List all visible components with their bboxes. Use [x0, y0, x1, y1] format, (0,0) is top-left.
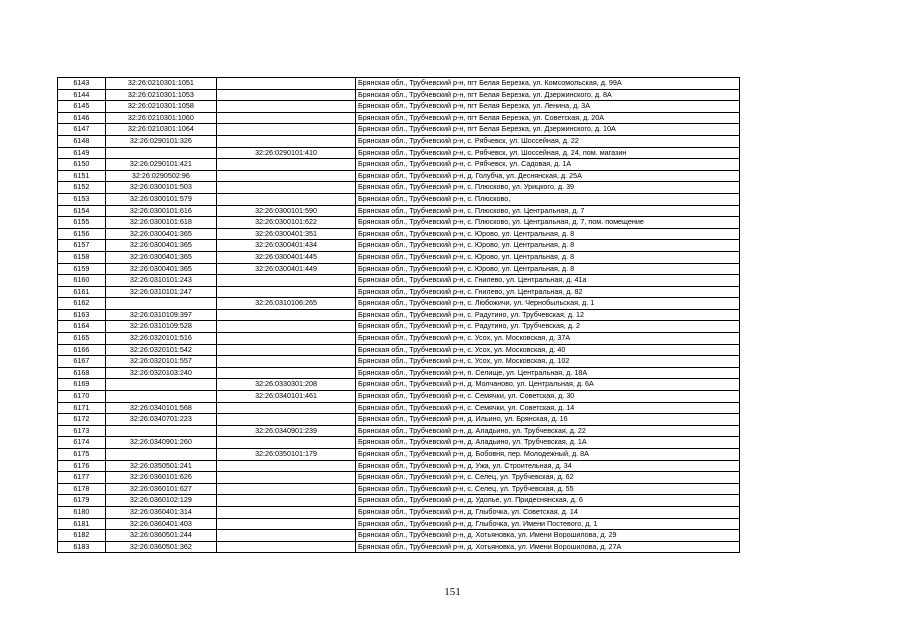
table-row: [58, 124, 740, 136]
cadastral-number-cell: 32:26:0360102:129: [105, 495, 216, 507]
row-number-cell: 6161: [58, 286, 106, 298]
address-cell: Брянская обл., Трубчевский р-н, д. Глыбочка, ул. Имени Постевого, д. 1: [356, 518, 740, 530]
table-row: [58, 483, 740, 495]
row-number-cell: 6177: [58, 472, 106, 484]
row-number-cell: 6166: [58, 344, 106, 356]
address-cell: Брянская обл., Трубчевский р-н, д. Аладьино, ул. Трубчевская, д. 1А: [356, 437, 740, 449]
table-row: [58, 402, 740, 414]
table-row: [58, 449, 740, 461]
address-cell: Брянская обл., Трубчевский р-н, с. Усох, ул. Московская, д. 40: [356, 344, 740, 356]
row-number-cell: 6172: [58, 414, 106, 426]
building-cadastral-number-cell: [217, 495, 356, 507]
building-cadastral-number-cell: [217, 437, 356, 449]
table-row: [58, 506, 740, 518]
cadastral-number-cell: 32:26:0360501:362: [105, 541, 216, 553]
cadastral-number-cell: 32:26:0300101:579: [105, 193, 216, 205]
table-row: [58, 356, 740, 368]
cadastral-number-cell: [105, 391, 216, 403]
address-cell: Брянская обл., Трубчевский р-н, п. Селище, ул. Центральная, д. 18А: [356, 367, 740, 379]
building-cadastral-number-cell: [217, 518, 356, 530]
table-row: [58, 495, 740, 507]
address-cell: Брянская обл., Трубчевский р-н, с. Любожичи, ул. Чернобыльская, д. 1: [356, 298, 740, 310]
building-cadastral-number-cell: [217, 472, 356, 484]
table-row: [58, 263, 740, 275]
building-cadastral-number-cell: [217, 321, 356, 333]
address-cell: Брянская обл., Трубчевский р-н, с. Юрово, ул. Центральная, д. 8: [356, 228, 740, 240]
building-cadastral-number-cell: 32:26:0300101:590: [217, 205, 356, 217]
cadastral-number-cell: [105, 449, 216, 461]
cadastral-number-cell: 32:26:0290502:96: [105, 170, 216, 182]
row-number-cell: 6168: [58, 367, 106, 379]
row-number-cell: 6167: [58, 356, 106, 368]
row-number-cell: 6176: [58, 460, 106, 472]
row-number-cell: 6169: [58, 379, 106, 391]
cadastral-number-cell: 32:26:0310109:528: [105, 321, 216, 333]
building-cadastral-number-cell: 32:26:0290101:410: [217, 147, 356, 159]
building-cadastral-number-cell: [217, 182, 356, 194]
building-cadastral-number-cell: 32:26:0300401:445: [217, 251, 356, 263]
address-cell: Брянская обл., Трубчевский р-н, с. Рябчевск, ул. Шоссейная, д. 22: [356, 135, 740, 147]
building-cadastral-number-cell: [217, 101, 356, 113]
table-row: [58, 240, 740, 252]
table-row: [58, 425, 740, 437]
row-number-cell: 6156: [58, 228, 106, 240]
row-number-cell: 6152: [58, 182, 106, 194]
row-number-cell: 6147: [58, 124, 106, 136]
cadastral-number-cell: 32:26:0360101:626: [105, 472, 216, 484]
building-cadastral-number-cell: [217, 78, 356, 90]
cadastral-number-cell: 32:26:0300401:365: [105, 228, 216, 240]
building-cadastral-number-cell: 32:26:0330301:208: [217, 379, 356, 391]
cadastral-number-cell: 32:26:0300401:365: [105, 251, 216, 263]
table-row: [58, 193, 740, 205]
address-cell: Брянская обл., Трубчевский р-н, с. Рябчевск, ул. Садовая, д. 1А: [356, 159, 740, 171]
cadastral-number-cell: 32:26:0320103:240: [105, 367, 216, 379]
building-cadastral-number-cell: [217, 124, 356, 136]
building-cadastral-number-cell: [217, 112, 356, 124]
table-row: [58, 321, 740, 333]
table-row: [58, 460, 740, 472]
row-number-cell: 6154: [58, 205, 106, 217]
row-number-cell: 6160: [58, 275, 106, 287]
row-number-cell: 6174: [58, 437, 106, 449]
table-row: [58, 89, 740, 101]
row-number-cell: 6157: [58, 240, 106, 252]
building-cadastral-number-cell: [217, 193, 356, 205]
address-cell: Брянская обл., Трубчевский р-н, пгт Белая Березка, ул. Комсомольская, д. 99А: [356, 78, 740, 90]
cadastral-number-cell: 32:26:0320101:516: [105, 333, 216, 345]
cadastral-number-cell: 32:26:0310101:247: [105, 286, 216, 298]
cadastral-number-cell: 32:26:0210301:1053: [105, 89, 216, 101]
table-row: [58, 518, 740, 530]
cadastral-number-cell: 32:26:0210301:1051: [105, 78, 216, 90]
building-cadastral-number-cell: 32:26:0300101:622: [217, 217, 356, 229]
cadastral-number-cell: 32:26:0210301:1058: [105, 101, 216, 113]
cadastral-number-cell: 32:26:0360501:244: [105, 530, 216, 542]
table-row: [58, 205, 740, 217]
cadastral-number-cell: 32:26:0300401:365: [105, 240, 216, 252]
address-cell: Брянская обл., Трубчевский р-н, с. Плюсково, ул. Центральная, д. 7: [356, 205, 740, 217]
cadastral-number-cell: 32:26:0360101:627: [105, 483, 216, 495]
address-cell: Брянская обл., Трубчевский р-н, с. Юрово, ул. Центральная, д. 8: [356, 263, 740, 275]
row-number-cell: 6145: [58, 101, 106, 113]
address-cell: Брянская обл., Трубчевский р-н, д. Бобовня, пер. Молодежный, д. 8А: [356, 449, 740, 461]
row-number-cell: 6162: [58, 298, 106, 310]
address-cell: Брянская обл., Трубчевский р-н, с. Селец, ул. Трубчевская, д. 62: [356, 472, 740, 484]
address-cell: Брянская обл., Трубчевский р-н, д. Аладьино, ул. Трубчевская, д. 22: [356, 425, 740, 437]
address-cell: Брянская обл., Трубчевский р-н, с. Рябчевск, ул. Шоссейная, д. 24, пом. магазин: [356, 147, 740, 159]
building-cadastral-number-cell: [217, 309, 356, 321]
table-row: [58, 228, 740, 240]
row-number-cell: 6170: [58, 391, 106, 403]
building-cadastral-number-cell: 32:26:0300401:434: [217, 240, 356, 252]
table-row: [58, 530, 740, 542]
address-cell: Брянская обл., Трубчевский р-н, д. Молчаново, ул. Центральная, д. 6А: [356, 379, 740, 391]
building-cadastral-number-cell: [217, 414, 356, 426]
address-cell: Брянская обл., Трубчевский р-н, с. Плюсково, ул. Центральная, д. 7, пом. помещение: [356, 217, 740, 229]
row-number-cell: 6149: [58, 147, 106, 159]
address-cell: Брянская обл., Трубчевский р-н, пгт Белая Березка, ул. Дзержинского, д. 8А: [356, 89, 740, 101]
row-number-cell: 6165: [58, 333, 106, 345]
address-cell: Брянская обл., Трубчевский р-н, с. Селец, ул. Трубчевская, д. 55: [356, 483, 740, 495]
address-cell: Брянская обл., Трубчевский р-н, д. Ильино, ул. Брянская, д. 16: [356, 414, 740, 426]
cadastral-number-cell: 32:26:0290101:421: [105, 159, 216, 171]
table-row: [58, 472, 740, 484]
building-cadastral-number-cell: [217, 170, 356, 182]
row-number-cell: 6181: [58, 518, 106, 530]
cadastral-number-cell: [105, 147, 216, 159]
row-number-cell: 6155: [58, 217, 106, 229]
row-number-cell: 6175: [58, 449, 106, 461]
address-cell: Брянская обл., Трубчевский р-н, с. Гнилево, ул. Центральная, д. 41а: [356, 275, 740, 287]
table-row: [58, 333, 740, 345]
cadastral-number-cell: 32:26:0340101:568: [105, 402, 216, 414]
address-cell: Брянская обл., Трубчевский р-н, д. Голубча, ул. Деснянская, д. 25А: [356, 170, 740, 182]
building-cadastral-number-cell: [217, 460, 356, 472]
cadastral-number-cell: 32:26:0360401:403: [105, 518, 216, 530]
row-number-cell: 6179: [58, 495, 106, 507]
cadastral-number-cell: 32:26:0300101:618: [105, 217, 216, 229]
row-number-cell: 6182: [58, 530, 106, 542]
row-number-cell: 6150: [58, 159, 106, 171]
address-cell: Брянская обл., Трубчевский р-н, с. Радутино, ул. Трубчевская, д. 2: [356, 321, 740, 333]
table-row: [58, 437, 740, 449]
address-cell: Брянская обл., Трубчевский р-н, пгт Белая Березка, ул. Советская, д. 20А: [356, 112, 740, 124]
row-number-cell: 6158: [58, 251, 106, 263]
building-cadastral-number-cell: [217, 159, 356, 171]
address-cell: Брянская обл., Трубчевский р-н, с. Семячки, ул. Советская, д. 14: [356, 402, 740, 414]
address-cell: Брянская обл., Трубчевский р-н, д. Хотьяновка, ул. Имени Ворошилова, д. 29: [356, 530, 740, 542]
row-number-cell: 6180: [58, 506, 106, 518]
table-row: [58, 298, 740, 310]
address-cell: Брянская обл., Трубчевский р-н, с. Радутино, ул. Трубчевская, д. 12: [356, 309, 740, 321]
table-row: [58, 344, 740, 356]
cadastral-number-cell: 32:26:0340701:223: [105, 414, 216, 426]
register-table-body: [58, 78, 740, 553]
building-cadastral-number-cell: 32:26:0350101:179: [217, 449, 356, 461]
address-cell: Брянская обл., Трубчевский р-н, пгт Белая Березка, ул. Дзержинского, д. 10А: [356, 124, 740, 136]
address-cell: Брянская обл., Трубчевский р-н, с. Гнилево, ул. Центральная, д. 82: [356, 286, 740, 298]
building-cadastral-number-cell: [217, 333, 356, 345]
register-table: [57, 77, 740, 553]
cadastral-number-cell: 32:26:0300401:365: [105, 263, 216, 275]
row-number-cell: 6144: [58, 89, 106, 101]
table-row: [58, 391, 740, 403]
table-row: [58, 170, 740, 182]
address-cell: Брянская обл., Трубчевский р-н, д. Хотьяновка, ул. Имени Ворошилова, д. 27А: [356, 541, 740, 553]
cadastral-number-cell: [105, 298, 216, 310]
cadastral-number-cell: [105, 379, 216, 391]
cadastral-number-cell: 32:26:0340901:260: [105, 437, 216, 449]
row-number-cell: 6183: [58, 541, 106, 553]
table-row: [58, 309, 740, 321]
building-cadastral-number-cell: [217, 402, 356, 414]
row-number-cell: 6143: [58, 78, 106, 90]
cadastral-number-cell: 32:26:0300101:503: [105, 182, 216, 194]
table-row: [58, 541, 740, 553]
cadastral-number-cell: [105, 425, 216, 437]
table-row: [58, 217, 740, 229]
address-cell: Брянская обл., Трубчевский р-н, с. Усох, ул. Московская, д. 102: [356, 356, 740, 368]
building-cadastral-number-cell: [217, 506, 356, 518]
row-number-cell: 6164: [58, 321, 106, 333]
row-number-cell: 6146: [58, 112, 106, 124]
table-row: [58, 286, 740, 298]
cadastral-number-cell: 32:26:0360401:314: [105, 506, 216, 518]
address-cell: Брянская обл., Трубчевский р-н, д. Глыбочка, ул. Советская, д. 14: [356, 506, 740, 518]
table-row: [58, 112, 740, 124]
table-row: [58, 147, 740, 159]
address-cell: Брянская обл., Трубчевский р-н, д. Ужа, ул. Строительная, д. 34: [356, 460, 740, 472]
table-row: [58, 414, 740, 426]
cadastral-number-cell: 32:26:0210301:1064: [105, 124, 216, 136]
row-number-cell: 6159: [58, 263, 106, 275]
building-cadastral-number-cell: [217, 344, 356, 356]
row-number-cell: 6153: [58, 193, 106, 205]
address-cell: Брянская обл., Трубчевский р-н, пгт Белая Березка, ул. Ленина, д. 3А: [356, 101, 740, 113]
row-number-cell: 6163: [58, 309, 106, 321]
row-number-cell: 6173: [58, 425, 106, 437]
table-row: [58, 251, 740, 263]
cadastral-number-cell: 32:26:0210301:1060: [105, 112, 216, 124]
row-number-cell: 6151: [58, 170, 106, 182]
address-cell: Брянская обл., Трубчевский р-н, д. Удолье, ул. Придеснянская, д. 6: [356, 495, 740, 507]
page-number: 151: [444, 586, 461, 598]
address-cell: Брянская обл., Трубчевский р-н, с. Семячки, ул. Советская, д. 30: [356, 391, 740, 403]
building-cadastral-number-cell: [217, 356, 356, 368]
table-row: [58, 275, 740, 287]
building-cadastral-number-cell: [217, 530, 356, 542]
building-cadastral-number-cell: [217, 135, 356, 147]
row-number-cell: 6178: [58, 483, 106, 495]
building-cadastral-number-cell: 32:26:0340101:461: [217, 391, 356, 403]
table-row: [58, 78, 740, 90]
address-cell: Брянская обл., Трубчевский р-н, с. Плюсково,: [356, 193, 740, 205]
building-cadastral-number-cell: [217, 275, 356, 287]
table-row: [58, 159, 740, 171]
table-row: [58, 101, 740, 113]
cadastral-number-cell: 32:26:0300101:616: [105, 205, 216, 217]
building-cadastral-number-cell: 32:26:0340901:239: [217, 425, 356, 437]
building-cadastral-number-cell: [217, 483, 356, 495]
building-cadastral-number-cell: 32:26:0310106:265: [217, 298, 356, 310]
building-cadastral-number-cell: [217, 541, 356, 553]
building-cadastral-number-cell: [217, 367, 356, 379]
building-cadastral-number-cell: 32:26:0300401:449: [217, 263, 356, 275]
cadastral-number-cell: 32:26:0310101:243: [105, 275, 216, 287]
building-cadastral-number-cell: 32:26:0300401:351: [217, 228, 356, 240]
address-cell: Брянская обл., Трубчевский р-н, с. Усох, ул. Московская, д. 37А: [356, 333, 740, 345]
address-cell: Брянская обл., Трубчевский р-н, с. Плюсково, ул. Урицкого, д. 39: [356, 182, 740, 194]
building-cadastral-number-cell: [217, 89, 356, 101]
cadastral-number-cell: 32:26:0310109:397: [105, 309, 216, 321]
cadastral-number-cell: 32:26:0350501:241: [105, 460, 216, 472]
cadastral-number-cell: 32:26:0320101:557: [105, 356, 216, 368]
address-cell: Брянская обл., Трубчевский р-н, с. Юрово, ул. Центральная, д. 8: [356, 251, 740, 263]
table-row: [58, 135, 740, 147]
table-row: [58, 367, 740, 379]
cadastral-number-cell: 32:26:0320101:542: [105, 344, 216, 356]
table-row: [58, 379, 740, 391]
building-cadastral-number-cell: [217, 286, 356, 298]
row-number-cell: 6148: [58, 135, 106, 147]
table-row: [58, 182, 740, 194]
address-cell: Брянская обл., Трубчевский р-н, с. Юрово, ул. Центральная, д. 8: [356, 240, 740, 252]
row-number-cell: 6171: [58, 402, 106, 414]
cadastral-number-cell: 32:26:0290101:326: [105, 135, 216, 147]
